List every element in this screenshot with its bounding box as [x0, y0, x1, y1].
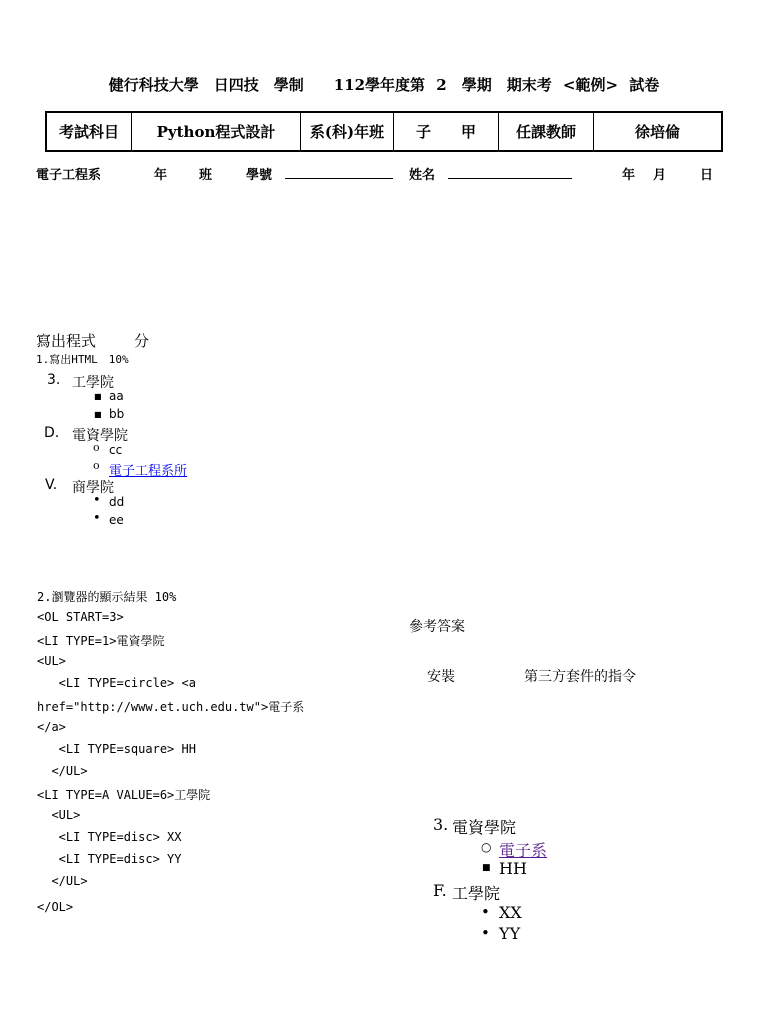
q1-subitem-label: aa — [109, 389, 124, 403]
class-label: 系(科)年班 — [301, 112, 394, 151]
dept-link[interactable]: 電子工程系所 — [109, 464, 188, 479]
square-bullet-icon: ■ — [482, 863, 491, 873]
square-bullet-icon: ■ — [94, 392, 102, 401]
render-item-label: 電資學院 — [452, 818, 517, 837]
q1-subitem-label: ee — [109, 513, 124, 527]
date-day: 日 — [700, 168, 714, 183]
disc-bullet-icon: • — [481, 924, 490, 942]
exam-info-table — [45, 111, 723, 152]
answer-label: 參考答案 — [409, 619, 465, 635]
exam-title: 健行科技大學 日四技 學制 112學年度第 2 學期 期末考 <範例> 試卷 — [108, 76, 660, 94]
render-subitem-label: YY — [499, 924, 521, 943]
render-subitem-label: HH — [499, 859, 527, 878]
square-bullet-icon: ■ — [94, 410, 102, 419]
q1-item-marker: 3. — [47, 372, 61, 388]
date-month: 月 — [653, 168, 667, 183]
q1-heading — [36, 330, 149, 351]
render-item-label: 工學院 — [452, 884, 501, 903]
code-line: <UL> — [37, 654, 66, 668]
teacher-value: 徐培倫 — [594, 112, 723, 151]
subject-value: Python程式設計 — [132, 112, 301, 151]
render-item-marker: F. — [433, 881, 447, 900]
q1-subitem-label: cc — [109, 443, 123, 457]
pip-command-label: 第三方套件的指令 — [524, 669, 636, 685]
q1-subtitle: 1.寫出HTML 10% — [36, 353, 129, 366]
q1-heading-text: 寫出程式 — [36, 332, 97, 350]
code-line: </OL> — [37, 900, 74, 914]
class-label-line: 班 — [199, 168, 213, 183]
circle-bullet-icon: o — [93, 459, 100, 472]
student-id-field[interactable] — [285, 163, 393, 179]
q1-item-label: 商學院 — [72, 480, 114, 496]
render-subitem-label: XX — [499, 903, 522, 922]
q1-item-label: 電資學院 — [72, 428, 128, 444]
et-dept-link[interactable]: 電子系 — [499, 841, 548, 860]
q2-heading: 2.瀏覽器的顯示結果 10% — [37, 590, 177, 604]
code-line: <LI TYPE=A VALUE=6>工學院 — [37, 788, 211, 802]
code-line: </a> — [37, 720, 66, 734]
code-line: <LI TYPE=square> HH — [37, 742, 196, 756]
q1-item-marker: V. — [45, 477, 58, 493]
teacher-label: 任課教師 — [499, 112, 594, 151]
install-label: 安裝 — [427, 669, 455, 685]
q1-item-marker: D. — [44, 425, 60, 441]
code-line: href="http://www.et.uch.edu.tw">電子系 — [37, 700, 305, 714]
q1-subitem-label: bb — [109, 407, 125, 421]
disc-bullet-icon: • — [481, 903, 490, 921]
q1-subitem-label: dd — [109, 495, 125, 509]
q1-item-label: 工學院 — [72, 375, 114, 391]
year-label: 年 — [154, 168, 168, 183]
code-line: <UL> — [37, 808, 81, 822]
dept-label: 電子工程系 — [36, 168, 102, 183]
code-line: <LI TYPE=circle> <a — [37, 676, 196, 690]
code-line: <LI TYPE=disc> YY — [37, 852, 182, 866]
circle-bullet-icon: ○ — [481, 840, 492, 854]
q1-score: 分 — [134, 332, 150, 350]
date-year: 年 — [622, 168, 636, 183]
code-line: <LI TYPE=disc> XX — [37, 830, 182, 844]
subject-label: 考試科目 — [46, 112, 132, 151]
code-line: </UL> — [37, 874, 88, 888]
student-id-label: 學號 — [246, 168, 273, 183]
code-line: <LI TYPE=1>電資學院 — [37, 634, 165, 648]
render-item-marker: 3. — [433, 815, 449, 834]
name-field[interactable] — [448, 163, 572, 179]
code-line: </UL> — [37, 764, 88, 778]
circle-bullet-icon: o — [93, 441, 100, 454]
class-value: 子 甲 — [394, 112, 499, 151]
disc-bullet-icon: • — [93, 511, 101, 526]
name-label: 姓名 — [409, 168, 436, 183]
code-line: <OL START=3> — [37, 610, 124, 624]
disc-bullet-icon: • — [93, 493, 101, 508]
